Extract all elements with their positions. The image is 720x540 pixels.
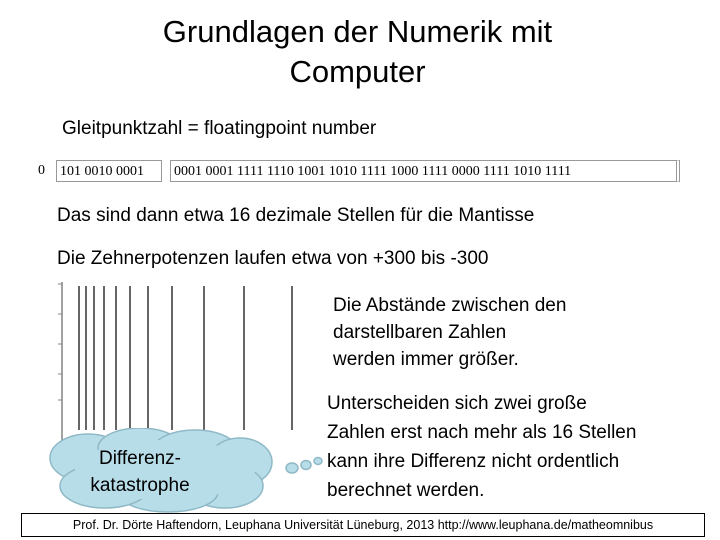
cancellation-line-1: Unterscheiden sich zwei große <box>327 393 587 414</box>
slide-title <box>0 12 715 92</box>
footer-credit: Prof. Dr. Dörte Haftendorn, Leuphana Universität Lüneburg, 2013 http://www.leuphana.de/matheomnibus <box>21 513 705 537</box>
spacing-plot <box>34 280 324 450</box>
exponent-bits: 101 0010 0001 <box>56 160 162 182</box>
cloud-tail-bubbles <box>286 458 322 474</box>
cloud-callout-text <box>50 445 230 499</box>
callout-line-2: katastrophe <box>90 475 190 496</box>
subtitle: Gleitpunktzahl = floatingpoint number <box>62 118 377 139</box>
mantissa-statement: Das sind dann etwa 16 dezimale Stellen für die Mantisse <box>57 205 535 226</box>
spacing-line-3: werden immer größer. <box>333 349 519 370</box>
mantissa-bits: 0001 0001 1111 1110 1001 1010 1111 1000 1111 0000 1111 1010 1111 <box>170 160 680 182</box>
callout-line-1: Differenz- <box>98 448 181 469</box>
sign-bit: 0 <box>38 163 45 178</box>
cancellation-line-3: kann ihre Differenz nicht ordentlich <box>327 451 620 472</box>
exponent-statement: Die Zehnerpotenzen laufen etwa von +300 bis -300 <box>57 248 489 269</box>
cancellation-line-4: berechnet werden. <box>327 480 485 501</box>
plot-tick-marks <box>58 284 62 400</box>
cancellation-line-2: Zahlen erst nach mehr als 16 Stellen <box>327 422 637 443</box>
cancellation-explanation <box>327 389 636 505</box>
title-line-2: Computer <box>289 54 426 89</box>
representable-number-lines <box>79 286 292 430</box>
spacing-explanation <box>333 292 566 373</box>
spacing-line-2: darstellbaren Zahlen <box>333 322 507 343</box>
title-line-1: Grundlagen der Numerik mit <box>162 14 553 49</box>
spacing-line-1: Die Abstände zwischen den <box>333 295 567 316</box>
